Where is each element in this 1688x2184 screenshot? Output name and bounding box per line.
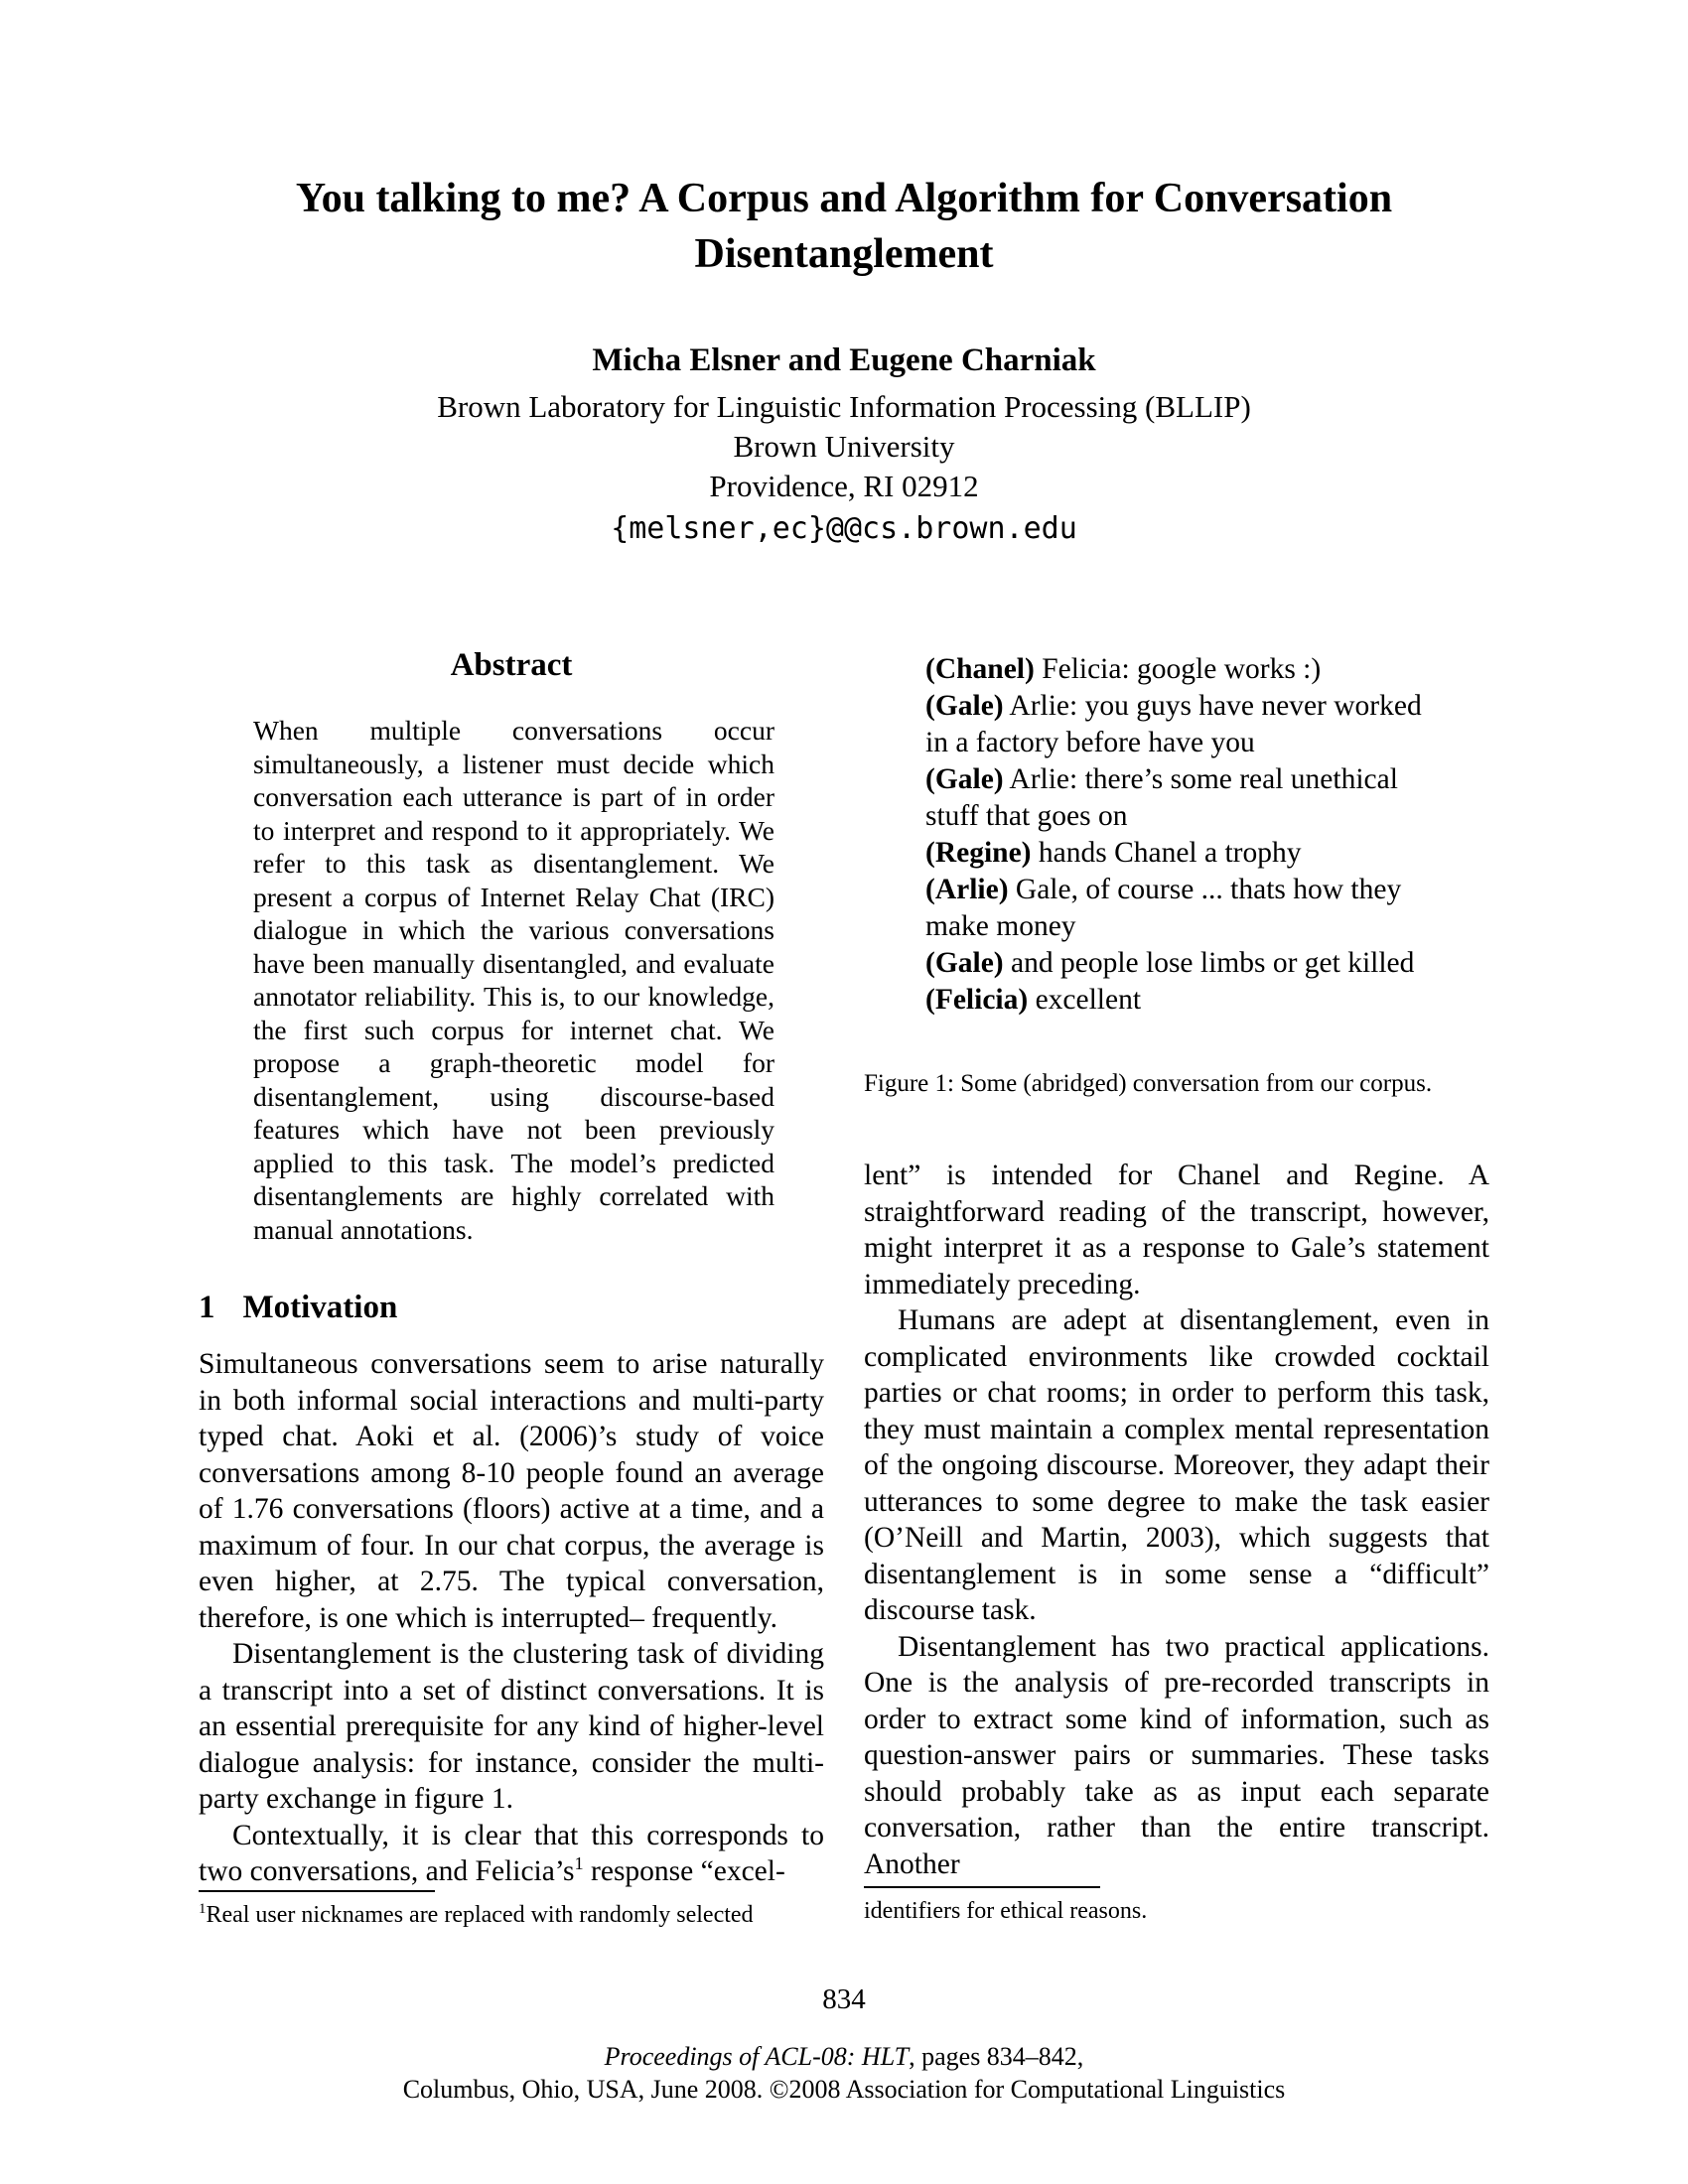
author-names: Micha Elsner and Eugene Charniak <box>592 342 1096 378</box>
footnote-right-text: identifiers for ethical reasons. <box>864 1898 1148 1924</box>
footnote-right <box>864 1886 1489 1926</box>
affiliation-lab: Brown Laboratory for Linguistic Information Processing (BLLIP) <box>437 389 1251 424</box>
footnote-rule <box>864 1886 1100 1888</box>
figure-1 <box>925 651 1427 1019</box>
figure-line <box>925 688 1427 761</box>
affiliation-university: Brown University <box>733 429 955 464</box>
footnote-marker: 1 <box>574 1853 584 1874</box>
figure-line <box>925 651 1427 688</box>
footnote-left-text <box>199 1901 824 1930</box>
paragraph-right-2: Humans are adept at disentanglement, even in complicated environments like crowded cocktail parties or chat rooms; in order to perform this task, they must maintain a complex mental representation of the ongoing discourse. Moreover, they adapt their utterances to some degree to make the task easier (O’Neill and Martin, 2003), which suggests that disentanglement is in some sense a “difficult” discourse task. <box>864 1304 1489 1626</box>
speaker-name: (Regine) <box>925 837 1032 869</box>
paragraph-motivation-2: Disentanglement is the clustering task of dividing a transcript into a set of distinct conversations. It is an essential prerequisite for any kind of higher-level dialogue analysis: for instance, consider the multi-party exchange in figure 1. <box>199 1638 824 1815</box>
figure-line <box>925 872 1427 945</box>
paragraph-motivation-1: Simultaneous conversations seem to arise naturally in both informal social interactions and multi-party typed chat. Aoki et al. (2006)’s study of voice conversations among 8-10 people found an average of 1.76 conversations (floors) active at a time, and a maximum of four. In our chat corpus, the average is even higher, at 2.75. The typical conversation, therefore, is one which is interrupted– frequently. <box>199 1348 824 1634</box>
figure-1-caption: Figure 1: Some (abridged) conversation from our corpus. <box>864 1070 1433 1097</box>
copyright-line: Columbus, Ohio, USA, June 2008. ©2008 Association for Computational Linguistics <box>402 2075 1286 2104</box>
speaker-name: (Chanel) <box>925 653 1035 685</box>
proceedings-line <box>0 2040 1688 2073</box>
figure-line <box>925 982 1427 1019</box>
utterance-text: Arlie: you guys have never worked in a factory before have you <box>925 690 1422 758</box>
section-number: 1 <box>199 1290 215 1325</box>
left-column <box>199 643 824 1926</box>
paper-title-line1: You talking to me? A Corpus and Algorithm for Conversation <box>295 176 1393 221</box>
affiliation-address: Providence, RI 02912 <box>709 469 979 503</box>
utterance-text: Gale, of course ... thats how they make money <box>925 874 1402 942</box>
paragraph-motivation-3 <box>199 1818 824 1890</box>
paragraph-text: response “excel- <box>583 1855 785 1887</box>
paragraph-right-3: Disentanglement has two practical applications. One is the analysis of pre-recorded transcripts in order to extract some kind of information, such as question-answer pairs or summaries. These tasks should probably take as as input each separate conversation, rather than the entire transcript. Another <box>864 1630 1489 1880</box>
utterance-text: and people lose limbs or get killed <box>1011 947 1415 979</box>
paper-title <box>0 171 1688 282</box>
paragraph-text: Contextually, it is clear that this corresponds to two conversations, and Felicia’s <box>199 1819 824 1887</box>
author-block <box>0 340 1688 550</box>
page-footer <box>0 1983 1688 2106</box>
speaker-name: (Gale) <box>925 763 1004 795</box>
two-column-body <box>199 643 1489 1926</box>
speaker-name: (Gale) <box>925 690 1004 722</box>
figure-line <box>925 945 1427 982</box>
figure-line <box>925 835 1427 872</box>
utterance-text: excellent <box>1035 984 1142 1016</box>
footnote-left <box>199 1890 824 1930</box>
abstract-text: When multiple conversations occur simultaneously, a listener must decide which conversation each utterance is part of in order to interpret and respond to it appropriately. We refer to this task as disentanglement. We present a corpus of Internet Relay Chat (IRC) dialogue in which the various conversations have been manually disentangled, and evaluate annotator reliability. This is, to our knowledge, the first such corpus for internet chat. We propose a graph-theoretic model for disentanglement, using discourse-based features which have not been previously applied to this task. The model’s predicted disentanglements are highly correlated with manual annotations. <box>253 715 774 1245</box>
section-1-heading <box>199 1290 824 1326</box>
footnote-text: Real user nicknames are replaced with randomly selected <box>206 1901 754 1928</box>
paragraph-right-1: lent” is intended for Chanel and Regine. A straightforward reading of the transcript, however, might interpret it as a response to Gale’s statement immediately preceding. <box>864 1160 1489 1300</box>
utterance-text: hands Chanel a trophy <box>1038 837 1302 869</box>
figure-line <box>925 761 1427 835</box>
author-email: {melsner,ec}@@cs.brown.edu <box>611 511 1077 546</box>
speaker-name: (Arlie) <box>925 874 1009 905</box>
utterance-text: Arlie: there’s some real unethical stuff that goes on <box>925 763 1398 832</box>
proceedings-pages: , pages 834–842, <box>909 2042 1084 2071</box>
abstract-heading: Abstract <box>450 647 573 683</box>
footnote-marker: 1 <box>199 1900 207 1917</box>
title-block <box>0 171 1688 282</box>
section-title: Motivation <box>242 1290 398 1325</box>
page-number: 834 <box>822 1983 866 2015</box>
speaker-name: (Felicia) <box>925 984 1029 1016</box>
paper-title-line2: Disentanglement <box>694 231 994 277</box>
utterance-text: Felicia: google works :) <box>1042 653 1322 685</box>
footnote-rule <box>199 1890 435 1892</box>
right-column <box>864 643 1489 1926</box>
speaker-name: (Gale) <box>925 947 1004 979</box>
proceedings-title: Proceedings of ACL-08: HLT <box>604 2042 910 2071</box>
